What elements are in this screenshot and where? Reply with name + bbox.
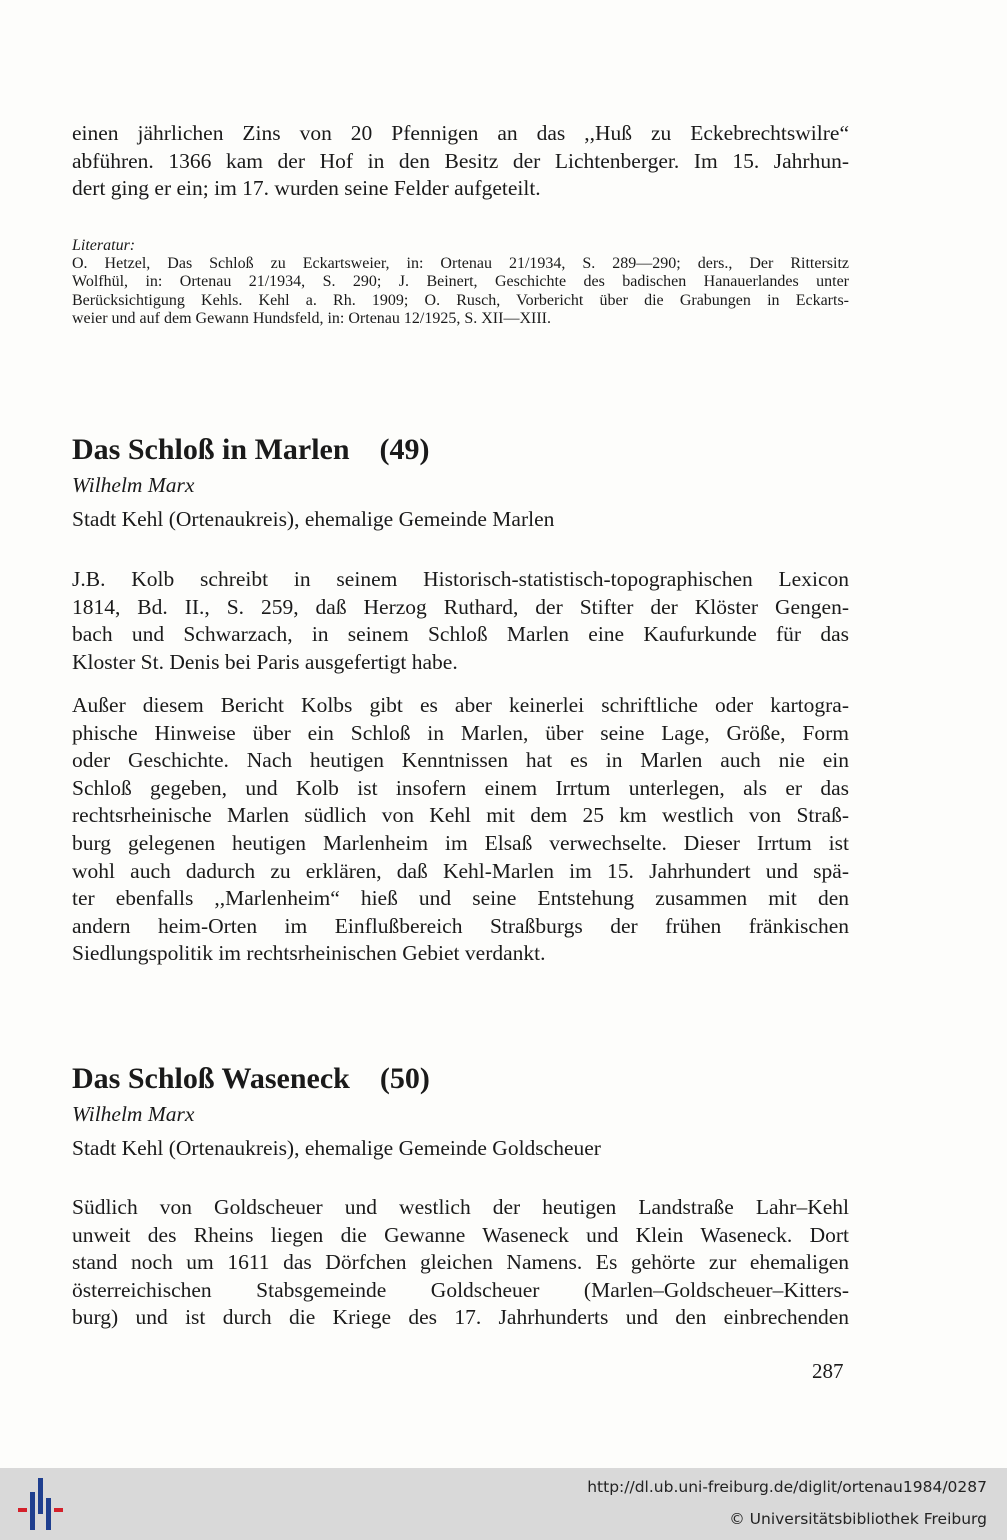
section-waseneck — [72, 1062, 849, 1161]
text-line: phische Hinweise über ein Schloß in Marlen, über seine Lage, Größe, Form — [72, 720, 849, 745]
section-marlen — [72, 433, 849, 532]
literature-line: Berücksichtigung Kehls. Kehl a. Rh. 1909; O. Rusch, Vorbericht über die Grabungen in Eckarts- — [72, 291, 849, 309]
waseneck-paragraph-1 — [72, 1194, 849, 1332]
literature-block — [72, 237, 849, 329]
text-line: Südlich von Goldscheuer und westlich der heutigen Landstraße Lahr–Kehl — [72, 1195, 849, 1219]
section-title — [72, 433, 849, 467]
text-line: österreichischen Stabsgemeinde Goldscheuer (Marlen–Goldscheuer–Kitters- — [72, 1277, 849, 1302]
text-line: Kloster St. Denis bei Paris ausgefertigt habe. — [72, 649, 458, 674]
text-line: dert ging er ein; im 17. wurden seine Felder aufgeteilt. — [72, 176, 541, 201]
section-title-text: Das Schloß in Marlen — [72, 433, 350, 466]
section-title-text: Das Schloß Waseneck — [72, 1062, 350, 1095]
text-line: burg) und ist durch die Kriege des 17. Jahrhunderts und den einbrechenden — [72, 1305, 849, 1330]
text-line: 1814, Bd. II., S. 259, daß Herzog Ruthard, der Stifter der Klöster Gengen- — [72, 594, 849, 619]
text-line: oder Geschichte. Nach heutigen Kenntnissen hat es in Marlen auch nie ein — [72, 748, 849, 773]
text-line: andern heim-Orten im Einflußbereich Straßburgs der frühen fränkischen — [72, 913, 849, 938]
literature-text — [72, 255, 849, 329]
text-line: Schloß gegeben, und Kolb ist insofern einem Irrtum unterlegen, als er das — [72, 775, 849, 800]
text-line: abführen. 1366 kam der Hof in den Besitz der Lichtenberger. Im 15. Jahrhun- — [72, 148, 849, 173]
text-line: rechtsrheinische Marlen südlich von Kehl mit dem 25 km westlich von Straß- — [72, 803, 849, 828]
text-line: bach und Schwarzach, in seinem Schloß Marlen eine Kaufurkunde für das — [72, 622, 849, 647]
ub-freiburg-logo-icon[interactable] — [16, 1478, 66, 1530]
section-location: Stadt Kehl (Ortenaukreis), ehemalige Gemeinde Marlen — [72, 507, 555, 531]
intro-paragraph — [72, 120, 849, 203]
source-url-link[interactable]: http://dl.ub.uni-freiburg.de/diglit/ortenau1984/0287 — [587, 1478, 987, 1496]
text-line: J.B. Kolb schreibt in seinem Historisch-statistisch-topographischen Lexicon — [72, 567, 849, 591]
footer-bar — [0, 1468, 1007, 1540]
text-line: Außer diesem Bericht Kolbs gibt es aber keinerlei schriftliche oder kartogra- — [72, 693, 849, 717]
section-author: Wilhelm Marx — [72, 473, 195, 497]
page-number: 287 — [812, 1359, 844, 1383]
literature-line: O. Hetzel, Das Schloß zu Eckartsweier, in: Ortenau 21/1934, S. 289—290; ders., Der Rittersitz — [72, 255, 849, 272]
text-line: wohl auch dadurch zu erklären, daß Kehl-Marlen im 15. Jahrhundert und spä- — [72, 858, 849, 883]
section-number: (50) — [379, 1062, 430, 1095]
copyright-text: © Universitätsbibliothek Freiburg — [729, 1510, 987, 1528]
marlen-paragraph-2 — [72, 692, 849, 968]
section-number: (49) — [379, 433, 430, 466]
text-line: einen jährlichen Zins von 20 Pfennigen an das ,,Huß zu Eckebrechtswilre“ — [72, 121, 849, 145]
section-location: Stadt Kehl (Ortenaukreis), ehemalige Gemeinde Goldscheuer — [72, 1136, 601, 1160]
text-line: Siedlungspolitik im rechtsrheinischen Gebiet verdankt. — [72, 941, 546, 966]
section-author: Wilhelm Marx — [72, 1102, 195, 1126]
text-line: unweit des Rheins liegen die Gewanne Waseneck und Klein Waseneck. Dort — [72, 1222, 849, 1247]
text-line: stand noch um 1611 das Dörfchen gleichen Namens. Es gehörte zur ehemaligen — [72, 1250, 849, 1275]
text-line: ter ebenfalls ,,Marlenheim“ hieß und seine Entstehung zusammen mit den — [72, 886, 849, 911]
literature-heading: Literatur: — [72, 237, 136, 254]
marlen-paragraph-1 — [72, 566, 849, 676]
literature-line: weier und auf dem Gewann Hundsfeld, in: Ortenau 12/1925, S. XII—XIII. — [72, 310, 551, 328]
literature-line: Wolfhül, in: Ortenau 21/1934, S. 290; J. Beinert, Geschichte des badischen Hanauerlandes unter — [72, 273, 849, 291]
section-title — [72, 1062, 849, 1096]
text-line: burg gelegenen heutigen Marlenheim im Elsaß verwechselte. Dieser Irrtum ist — [72, 830, 849, 855]
